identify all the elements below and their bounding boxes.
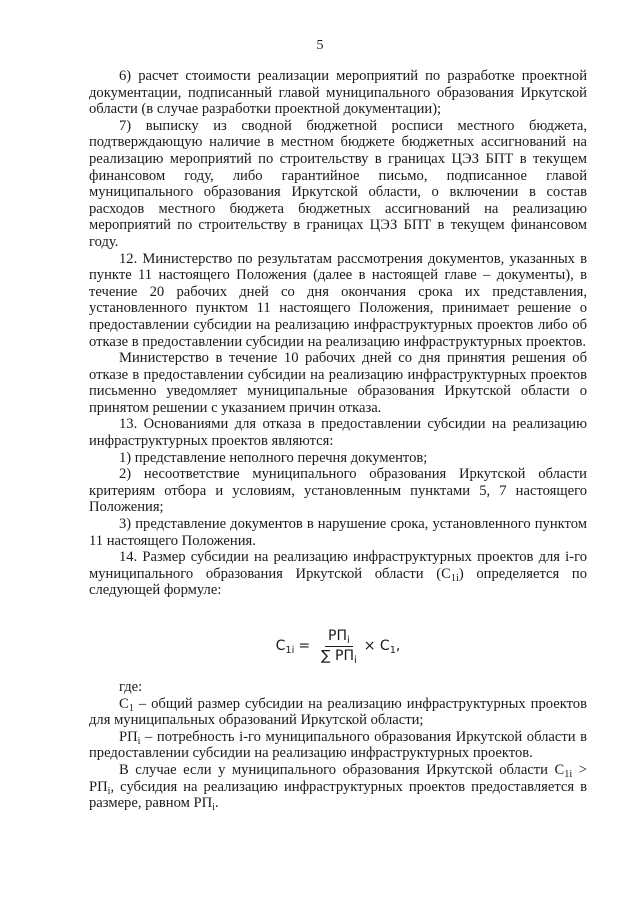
page-number: 5	[316, 38, 324, 53]
paragraph-item-6: 6) расчет стоимости реализации мероприятий по разработке проектной документации, подписанный главой муниципального образования Иркутской области (в случае разработки проектной документации);	[89, 68, 587, 118]
paragraph-12: 12. Министерство по результатам рассмотрения документов, указанных в пункте 11 настоящего Положения (далее в настоящей главе – документы), в течение 20 рабочих дней со дня окончания срока их представления, установленного пунктом 11 настоящего Положения, принимает решение о предоставлении субсидии на реализацию инфраструктурных проектов либо об отказе в предоставлении субсидии на реализацию инфраструктурных проектов.	[89, 250, 587, 350]
formula-denominator: ∑ $РП_i$	[321, 647, 357, 666]
where-label: где:	[119, 679, 143, 695]
formula-fraction	[318, 628, 360, 664]
formula-multiplier: × $С_1$,	[363, 637, 401, 656]
paragraph-14: 14. Размер субсидии на реализацию инфраструктурных проектов для i-го муниципального образования Иркутской области $(С_{1i})$ определяется по следующей формуле:	[89, 549, 588, 599]
subsidy-formula	[89, 617, 587, 675]
definition-rp: $РП_i$ – потребность i-го муниципального образования Иркутской области в предоставлении субсидии на реализацию инфраструктурных проектов.	[89, 728, 587, 762]
refusal-reason-1: 1) представление неполного перечня документов;	[119, 449, 428, 466]
paragraph-item-7: 7) выписку из сводной бюджетной росписи местного бюджета, подтверждающую наличие в местном бюджете бюджетных ассигнований на реализацию мероприятий по строительству в границах ЦЭЗ БПТ в текущем финансовом году, либо гарантийное письмо, подписанное главой муниципального образования Иркутской области, о включении в состав расходов местного бюджета бюджетных ассигнований на реализацию мероприятий по строительству в границах ЦЭЗ БПТ в текущем финансовом году.	[89, 117, 587, 250]
formula-numerator: $РП_i$	[325, 628, 353, 647]
refusal-reason-2: 2) несоответствие муниципального образования Иркутской области критериям отбора и условиям, установленным пунктами 5, 7 настоящего Положения;	[89, 466, 587, 516]
definition-c1: $С_1$ – общий размер субсидии на реализацию инфраструктурных проектов для муниципальных образований Иркутской области;	[89, 695, 587, 729]
document-body	[89, 68, 587, 812]
paragraph-final-condition: В случае если у муниципального образования Иркутской области $С_{1i} > РП_i$, субсидия на реализацию инфраструктурных проектов предоставляется в размере, равном $РП_i$.	[89, 761, 587, 814]
paragraph-notification: Министерство в течение 10 рабочих дней со дня принятия решения об отказе в предоставлении субсидии на реализацию инфраструктурных проектов письменно уведомляет муниципальные образования Иркутской области о принятом решении с указанием причин отказа.	[89, 350, 587, 416]
refusal-reason-3: 3) представление документов в нарушение срока, установленного пунктом 11 настоящего Положения.	[89, 516, 587, 549]
formula-lhs: $С_{1i}$	[275, 637, 295, 656]
formula-equals: =	[298, 637, 311, 654]
paragraph-13: 13. Основаниями для отказа в предоставлении субсидии на реализацию инфраструктурных проектов являются:	[89, 416, 587, 450]
